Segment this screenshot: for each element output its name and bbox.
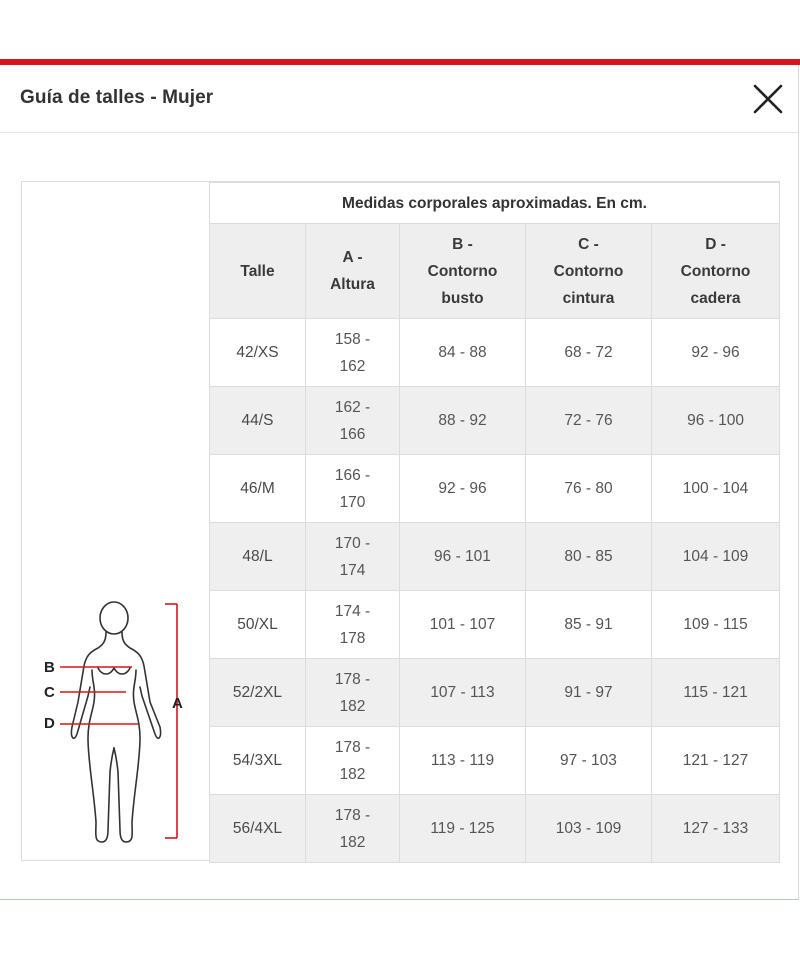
label-b: B [44, 659, 55, 676]
header-line: Talle [240, 262, 275, 280]
cell-waist: 76 - 80 [526, 455, 652, 523]
height-line: 178 [339, 629, 366, 647]
table-row [210, 591, 780, 659]
cell-height [306, 727, 400, 795]
body-measurement-figure [22, 182, 209, 860]
header-line: D - [705, 235, 726, 253]
close-icon [750, 81, 786, 117]
height-line: 158 - [334, 330, 371, 348]
close-button[interactable] [750, 81, 786, 117]
header-line: C - [578, 235, 599, 253]
label-d: D [44, 715, 55, 732]
height-line: 178 - [334, 670, 371, 688]
cell-height [306, 795, 400, 863]
cell-size: 50/XL [210, 591, 306, 659]
cell-hip: 92 - 96 [652, 319, 780, 387]
table-header-row [210, 224, 780, 319]
cell-waist: 85 - 91 [526, 591, 652, 659]
header-line: cadera [690, 289, 741, 307]
table-row [210, 523, 780, 591]
cell-height [306, 659, 400, 727]
cell-height [306, 455, 400, 523]
table-row [210, 387, 780, 455]
cell-height [306, 387, 400, 455]
cell-hip: 121 - 127 [652, 727, 780, 795]
table-row [210, 727, 780, 795]
cell-height [306, 319, 400, 387]
modal-title: Guía de talles - Mujer [20, 87, 214, 108]
table-caption: Medidas corporales aproximadas. En cm. [210, 183, 780, 224]
label-a: A [172, 695, 183, 712]
cell-size: 54/3XL [210, 727, 306, 795]
cell-bust: 107 - 113 [400, 659, 526, 727]
header-waist [526, 224, 652, 319]
size-table [209, 182, 780, 863]
cell-size: 56/4XL [210, 795, 306, 863]
cell-bust: 84 - 88 [400, 319, 526, 387]
header-line: cintura [562, 289, 615, 307]
cell-size: 44/S [210, 387, 306, 455]
body-figure-column [22, 182, 210, 860]
modal-header [0, 65, 798, 133]
header-line: Altura [330, 276, 375, 293]
height-line: 162 [339, 357, 366, 375]
cell-bust: 92 - 96 [400, 455, 526, 523]
header-line: A - [342, 249, 363, 266]
cell-waist: 80 - 85 [526, 523, 652, 591]
height-line: 162 - [334, 398, 371, 416]
label-c: C [44, 684, 55, 701]
cell-hip: 109 - 115 [652, 591, 780, 659]
woman-silhouette-icon [71, 602, 160, 842]
table-row [210, 659, 780, 727]
cell-hip: 96 - 100 [652, 387, 780, 455]
table-row [210, 455, 780, 523]
height-line: 182 [339, 697, 366, 715]
height-line: 174 - [334, 602, 371, 620]
cell-size: 46/M [210, 455, 306, 523]
height-line: 178 - [334, 806, 371, 824]
header-bust [400, 224, 526, 319]
cell-bust: 101 - 107 [400, 591, 526, 659]
cell-hip: 104 - 109 [652, 523, 780, 591]
cell-waist: 97 - 103 [526, 727, 652, 795]
height-line: 170 - [334, 534, 371, 552]
height-line: 170 [339, 493, 366, 511]
height-line: 178 - [334, 738, 371, 756]
table-body [210, 319, 780, 863]
header-line: B - [452, 235, 473, 253]
cell-hip: 127 - 133 [652, 795, 780, 863]
header-hip [652, 224, 780, 319]
cell-height [306, 523, 400, 591]
size-guide [21, 181, 780, 861]
height-line: 182 [339, 765, 366, 783]
header-line: Contorno [427, 262, 498, 280]
header-line: Contorno [553, 262, 624, 280]
height-line: 182 [339, 833, 366, 851]
height-line: 174 [339, 561, 366, 579]
cell-waist: 72 - 76 [526, 387, 652, 455]
cell-waist: 91 - 97 [526, 659, 652, 727]
cell-hip: 115 - 121 [652, 659, 780, 727]
table-row [210, 795, 780, 863]
cell-bust: 96 - 101 [400, 523, 526, 591]
height-line: 166 [339, 425, 366, 443]
header-line: busto [441, 289, 484, 307]
cell-waist: 68 - 72 [526, 319, 652, 387]
cell-size: 48/L [210, 523, 306, 591]
size-guide-modal [0, 65, 799, 900]
cell-size: 42/XS [210, 319, 306, 387]
header-size [210, 224, 306, 319]
cell-waist: 103 - 109 [526, 795, 652, 863]
table-row [210, 319, 780, 387]
header-line: Contorno [680, 262, 751, 280]
header-height [306, 224, 400, 319]
height-line: 166 - [334, 466, 371, 484]
cell-hip: 100 - 104 [652, 455, 780, 523]
cell-bust: 113 - 119 [400, 727, 526, 795]
cell-bust: 119 - 125 [400, 795, 526, 863]
cell-size: 52/2XL [210, 659, 306, 727]
cell-height [306, 591, 400, 659]
cell-bust: 88 - 92 [400, 387, 526, 455]
